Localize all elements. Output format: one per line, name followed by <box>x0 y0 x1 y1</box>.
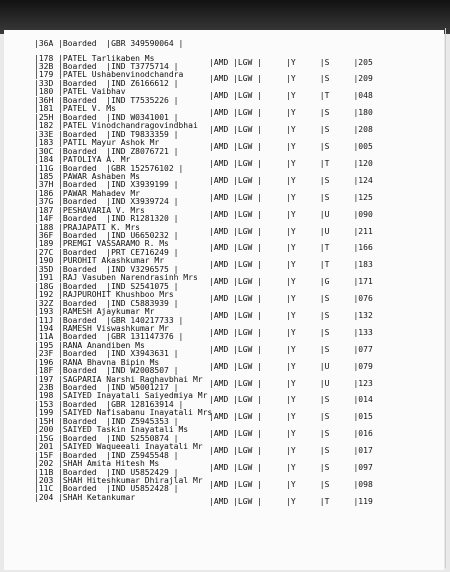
passenger-record <box>34 291 439 308</box>
passenger-record <box>34 257 439 274</box>
passenger-route-columns: |AMD |LGW | |Y |S |014 <box>209 395 373 405</box>
passenger-status-line: |33E |Boarded |IND T9833359 | <box>34 129 179 139</box>
passenger-status-line: |11B |Boarded |IND U5852429 | <box>34 467 179 477</box>
passenger-record <box>34 190 439 207</box>
passenger-status-line: |11A |Boarded |GBR 131147376 | <box>34 332 184 342</box>
passenger-route-columns: |AMD |LGW | |Y |T |166 <box>209 243 373 253</box>
passenger-name-line: |204 |SHAH Ketankumar <box>34 492 136 502</box>
passenger-record <box>34 359 439 376</box>
passenger-record <box>34 325 439 342</box>
passenger-record <box>34 173 439 190</box>
passenger-record <box>34 409 439 426</box>
passenger-record <box>34 342 439 359</box>
passenger-status-line: |25H |Boarded |IND W0341001 | <box>34 112 179 122</box>
passenger-route-columns: |AMD |LGW | |Y |T |119 <box>209 496 373 506</box>
passenger-status-line: |35D |Boarded |IND V3296575 | <box>34 264 179 274</box>
passenger-record <box>34 308 439 325</box>
passenger-record <box>34 71 439 88</box>
passenger-status-line: |30C |Boarded |IND Z8076721 | <box>34 146 179 156</box>
passenger-route-columns: |AMD |LGW | |Y |T |183 <box>209 260 373 270</box>
passenger-name-line: |184 |PATOLIYA A. Mr <box>34 154 131 164</box>
passenger-name-line: |197 |SAGPARIA Narshi Raghavbhai Mr <box>34 374 203 384</box>
passenger-route-columns: |AMD |LGW | |Y |U |211 <box>209 226 373 236</box>
passenger-name-line: |195 |RANA Anandiben Ms <box>34 340 145 350</box>
passenger-record <box>34 392 439 409</box>
passenger-route-columns: |AMD |LGW | |Y |S |180 <box>209 108 373 118</box>
passenger-record <box>34 460 439 477</box>
passenger-record <box>34 139 439 156</box>
passenger-route-columns: |AMD |LGW | |Y |S |208 <box>209 125 373 135</box>
passenger-status-line: |153 |Boarded |GBR 128163914 | <box>34 400 184 409</box>
partial-row-text: |36A |Boarded |GBR 349590064 | <box>34 39 184 48</box>
passenger-status-line: |15F |Boarded |IND Z5945548 | <box>34 450 179 460</box>
passenger-record <box>34 426 439 443</box>
passenger-status-line: |14F |Boarded |IND R1281320 | <box>34 214 179 224</box>
passenger-status-line: |23F |Boarded |IND X3943631 | <box>34 349 179 359</box>
passenger-record <box>34 122 439 139</box>
passenger-name-line: |178 |PATEL Tarlikaben Ms <box>34 53 155 63</box>
passenger-name-line: |200 |SAIYED Taskin Inayatali Ms <box>34 425 189 435</box>
passenger-record <box>34 88 439 105</box>
passenger-route-columns: |AMD |LGW | |Y |T |120 <box>209 158 373 168</box>
passenger-record <box>34 443 439 460</box>
passenger-name-line: |193 |RAMESH Ajaykumar Mr <box>34 306 155 316</box>
passenger-route-columns: |AMD |LGW | |Y |S |125 <box>209 192 373 202</box>
passenger-route-columns: |AMD |LGW | |Y |S |209 <box>209 74 373 84</box>
passenger-name-line: |181 |PATEL V. Ms <box>34 104 116 114</box>
passenger-list <box>34 39 439 511</box>
passenger-record <box>34 240 439 257</box>
passenger-status-line: |18F |Boarded |IND W2008507 | <box>34 366 179 376</box>
passenger-name-line: |191 |RAJ Vasuben Narendrasinh Mrs <box>34 273 198 283</box>
passenger-status-line: |33D |Boarded |IND Z6166612 | <box>34 79 179 89</box>
passenger-record <box>34 207 439 224</box>
passenger-name-line: |198 |SAIYED Inayatali Saiyedmiya Mr <box>34 391 208 401</box>
passenger-record <box>34 477 439 494</box>
passenger-route-columns: |AMD |LGW | |Y |S |133 <box>209 327 373 337</box>
passenger-status-line: |37H |Boarded |IND X3939199 | <box>34 180 179 190</box>
passenger-record <box>34 105 439 122</box>
passenger-route-columns: |AMD |LGW | |Y |S |077 <box>209 344 373 354</box>
passenger-route-columns: |AMD |LGW | |Y |S |132 <box>209 310 373 320</box>
passenger-name-line: |179 |PATEL Ushabenvinodchandra <box>34 70 184 80</box>
passenger-record <box>34 494 439 511</box>
passenger-status-line: |36H |Boarded |IND T7535226 | <box>34 95 179 105</box>
passenger-status-line: |11C |Boarded |IND U5852428 | <box>34 484 179 494</box>
passenger-name-line: |201 |SAIYED Waqueeali Inayatali Mr <box>34 442 203 452</box>
passenger-route-columns: |AMD |LGW | |Y |S |017 <box>209 446 373 456</box>
page-edge <box>445 28 446 568</box>
passenger-route-columns: |AMD |LGW | |Y |T |048 <box>209 91 373 101</box>
passenger-name-line: |189 |PREMGI VASSARAMO R. Ms <box>34 239 169 249</box>
passenger-status-line: |15G |Boarded |IND S2550874 | <box>34 433 179 443</box>
passenger-status-line: |23B |Boarded |IND W5001217 | <box>34 383 179 393</box>
passenger-name-line: |203 |SHAH Hiteshkumar Dhirajlal Mr <box>34 475 203 485</box>
passenger-name-line: |187 |PESHAVARIA V. Mrs <box>34 205 145 215</box>
passenger-route-columns: |AMD |LGW | |Y |S |124 <box>209 175 373 185</box>
passenger-status-line: |32Z |Boarded |IND C5883939 | <box>34 298 179 308</box>
passenger-route-columns: |AMD |LGW | |Y |U |079 <box>209 361 373 371</box>
passenger-record <box>34 376 439 393</box>
passenger-name-line: |186 |PAWAR Mahadev Mr <box>34 188 140 198</box>
passenger-record <box>34 156 439 173</box>
passenger-name-line: |185 |PAWAR Ashaben Ms <box>34 171 140 181</box>
passenger-route-columns: |AMD |LGW | |Y |U |090 <box>209 209 373 219</box>
passenger-name-line: |199 |SAIYED Nafisabanu Inayatali Mrs <box>34 408 213 418</box>
passenger-status-line: |27C |Boarded |PRT CE716249 | <box>34 247 179 257</box>
passenger-route-columns: |AMD |LGW | |Y |S |098 <box>209 479 373 489</box>
passenger-name-line: |202 |SHAH Amita Hitesh Ms <box>34 458 160 468</box>
passenger-route-columns: |AMD |LGW | |Y |S |005 <box>209 142 373 152</box>
passenger-name-line: |194 |RAMESH Viswashkumar Mr <box>34 323 169 333</box>
passenger-status-line: |11J |Boarded |GBR 140217733 | <box>34 315 184 325</box>
partial-row <box>34 40 439 49</box>
passenger-status-line: |11G |Boarded |GBR 152576102 | <box>34 163 184 173</box>
passenger-status-line: |15H |Boarded |IND Z5945353 | <box>34 416 179 426</box>
passenger-name-line: |192 |RAJPUROHIT Khushboo Mrs <box>34 290 174 300</box>
passenger-status-line: |36F |Boarded |IND U6650232 | <box>34 231 179 241</box>
passenger-route-columns: |AMD |LGW | |Y |U |123 <box>209 378 373 388</box>
passenger-record <box>34 55 439 72</box>
passenger-name-line: |182 |PATEL Vinodchandragovindbhai <box>34 121 198 131</box>
passenger-record <box>34 274 439 291</box>
passenger-status-line: |18G |Boarded |IND S2541075 | <box>34 281 179 291</box>
passenger-name-line: |188 |PRAJAPATI K. Mrs <box>34 222 140 232</box>
passenger-route-columns: |AMD |LGW | |Y |G |171 <box>209 277 373 287</box>
passenger-name-line: |180 |PATEL Vaibhav <box>34 87 126 97</box>
passenger-status-line: |32B |Boarded |IND T3775714 | <box>34 62 179 72</box>
passenger-route-columns: |AMD |LGW | |Y |S |205 <box>209 57 373 67</box>
scan-top-shadow <box>0 0 450 34</box>
passenger-name-line: |183 |PATIL Mayur Ashok Mr <box>34 138 160 148</box>
passenger-name-line: |190 |PUROHIT Akashkumar Mr <box>34 256 165 266</box>
passenger-name-line: |196 |RANA Bhavna Bipin Ms <box>34 357 160 367</box>
passenger-status-line: |37G |Boarded |IND X3939724 | <box>34 197 179 207</box>
manifest-page <box>4 30 444 570</box>
passenger-route-columns: |AMD |LGW | |Y |S |097 <box>209 462 373 472</box>
passenger-route-columns: |AMD |LGW | |Y |S |076 <box>209 294 373 304</box>
passenger-route-columns: |AMD |LGW | |Y |S |016 <box>209 429 373 439</box>
passenger-route-columns: |AMD |LGW | |Y |S |015 <box>209 412 373 422</box>
passenger-record <box>34 224 439 241</box>
